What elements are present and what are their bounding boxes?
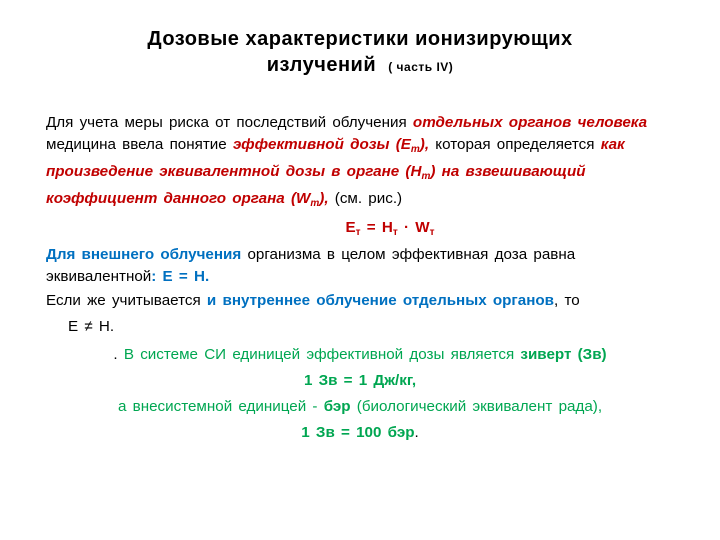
formula-sievert-rem: 1 Зв = 100 бэр.: [301, 424, 419, 441]
text: В системе СИ единицей эффективной дозы является: [123, 346, 521, 363]
formula-sievert: 1 Зв = 1 Дж/кг,: [303, 372, 417, 389]
text: (биологический эквивалент рада),: [356, 398, 603, 415]
formula-effective-dose: Ет = Нт · Wт: [345, 219, 435, 238]
title-line-2: [0, 52, 720, 80]
paragraph-rem-unit: [46, 396, 674, 418]
highlight-definition: как произведение эквивалентной дозы в органе (Нт) на взвешивающий коэффициент данного органа (Wт),: [46, 136, 625, 209]
highlight-sievert: зиверт (Зв): [520, 346, 607, 363]
highlight-effective-dose: эффективной дозы: [232, 136, 390, 153]
highlight-rem: бэр: [323, 398, 357, 415]
text: организма в целом эффективная доза равна эквивалентной: [46, 246, 576, 285]
paragraph-effective-dose: [46, 112, 674, 215]
highlight-internal: и внутреннее облучение отдельных органов: [206, 292, 554, 309]
paragraph-si-unit: . В системе СИ единицей эффективной дозы является зиверт (Зв): [113, 346, 607, 363]
text: Если же учитывается: [46, 292, 207, 309]
formula-e-equals-h: : Е = Н.: [151, 268, 210, 285]
text: а внесистемной единицей -: [117, 398, 324, 415]
paragraph-external-exposure: [46, 244, 674, 288]
text: , то: [554, 292, 580, 309]
paragraph-internal-exposure: [46, 290, 674, 312]
slide-title: [0, 26, 720, 80]
title-line-2-text: излучений: [266, 54, 377, 76]
title-part: ( часть IV): [388, 60, 454, 74]
title-line-1: Дозовые характеристики ионизирующих: [147, 28, 573, 50]
slide-body: [46, 112, 674, 444]
highlight-external: Для внешнего облучения: [46, 246, 242, 263]
formula-e-not-equal-h: Е ≠ Н.: [68, 318, 115, 335]
highlight-organs: отдельных органов человека: [412, 114, 648, 131]
text: которая определяется: [429, 136, 601, 153]
text: Для учета меры риска от последствий облучения: [46, 114, 413, 131]
symbol-e: (Ет),: [395, 136, 430, 155]
text: медицина ввела понятие: [46, 136, 233, 153]
text: (см. рис.): [328, 190, 403, 207]
